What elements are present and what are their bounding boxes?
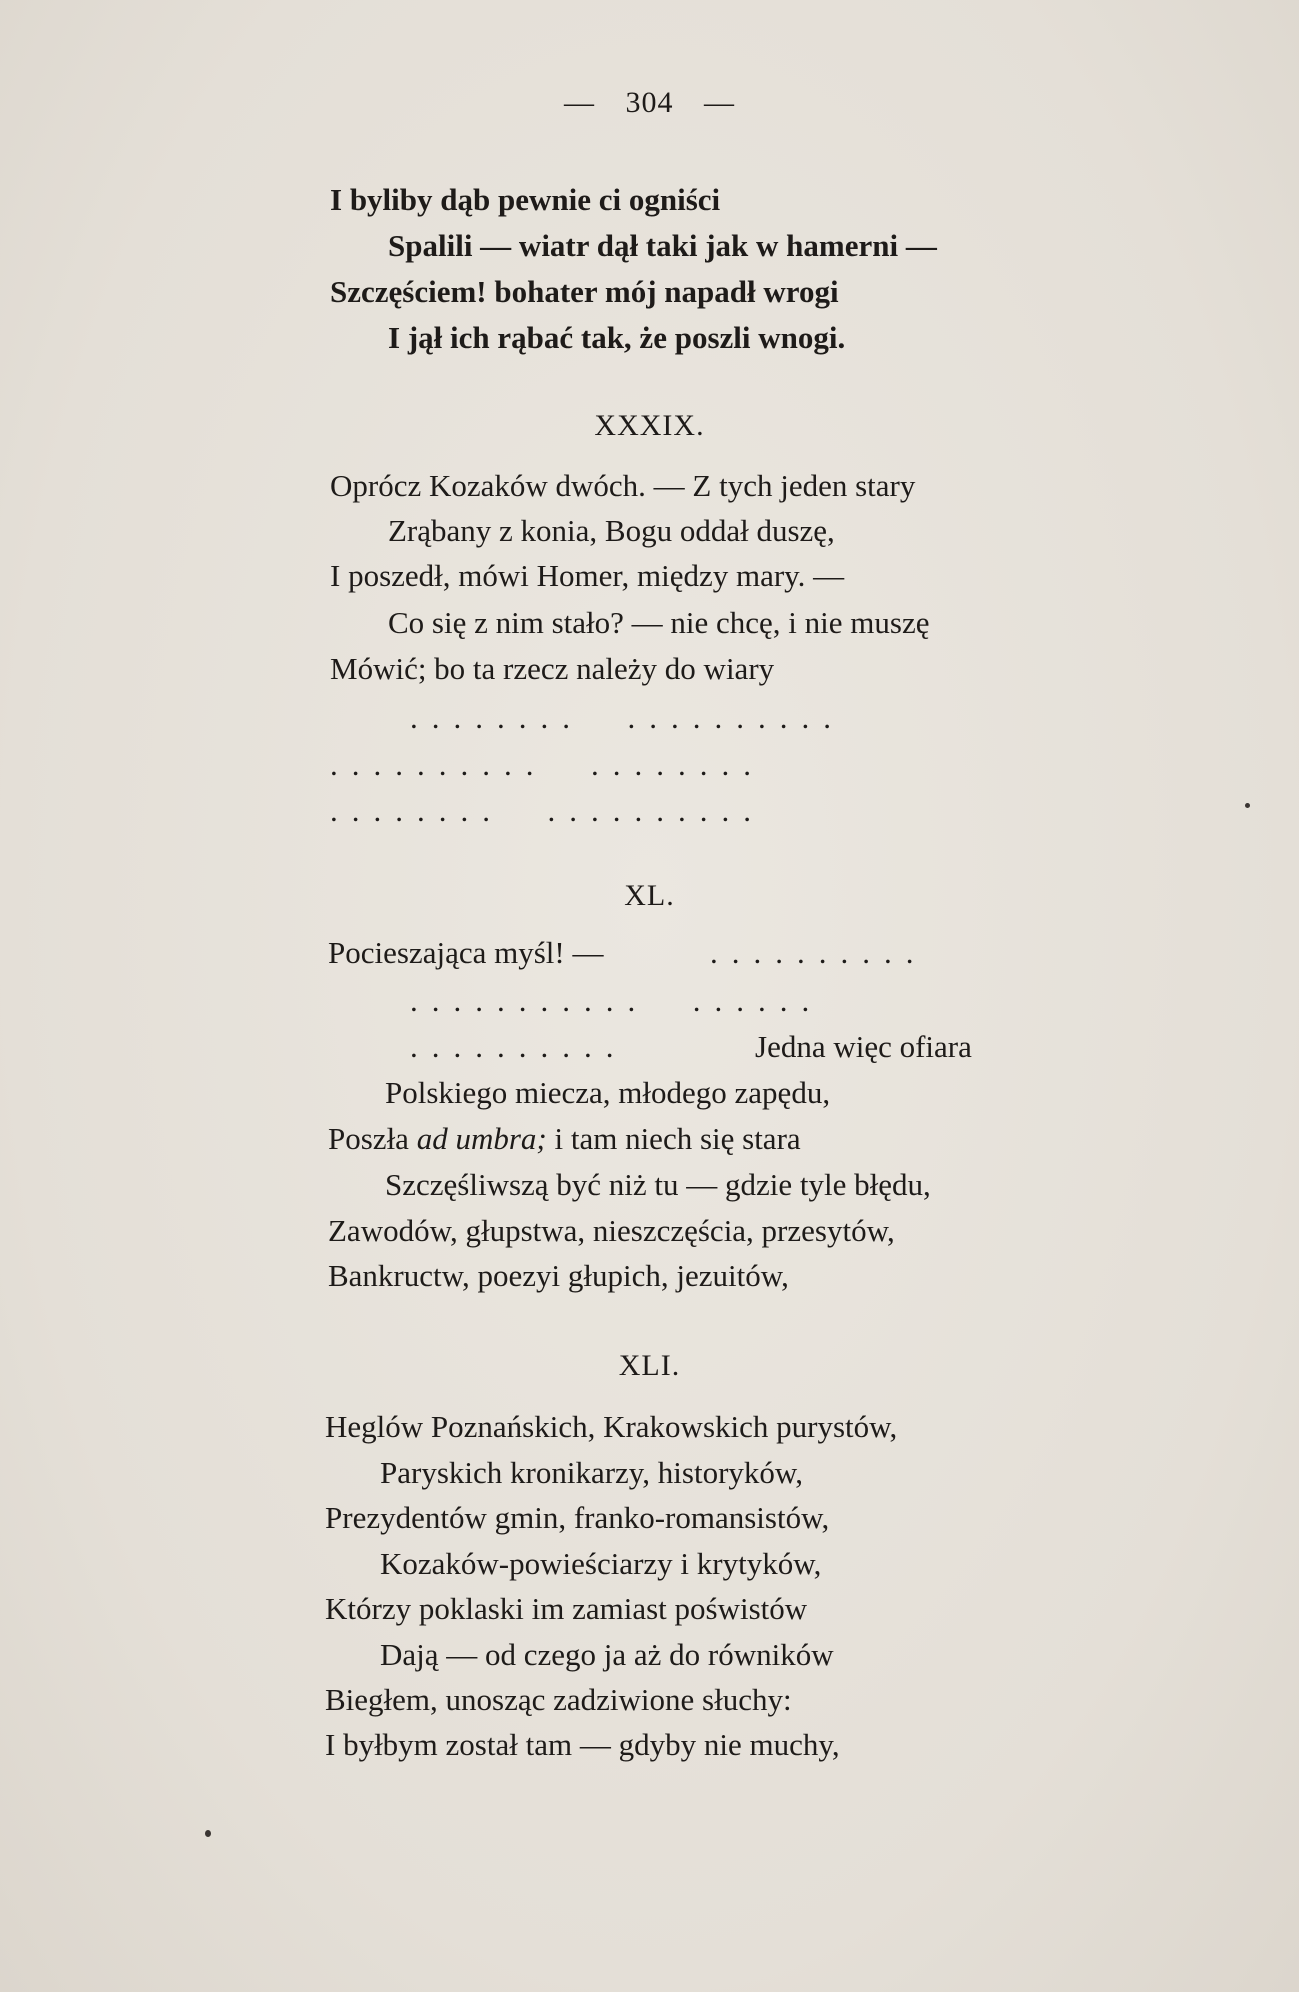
verse-line: I byliby dąb pewnie ci ogniści — [330, 182, 721, 217]
verse-line: Spalili — wiatr dął taki jak w hamerni — — [388, 228, 937, 263]
paper-speck — [205, 1830, 211, 1837]
stanza-heading-xxxix: XXXIX. — [594, 409, 705, 442]
verse-line: Zrąbany z konia, Bogu oddał duszę, — [388, 513, 835, 548]
verse-text: i tam niech się stara — [554, 1121, 801, 1156]
verse-line: Dają — od czego ja aż do równików — [380, 1637, 834, 1672]
verse-line: Prezydentów gmin, franko-romansistów, — [325, 1500, 830, 1535]
page-number-dash-right: — — [704, 86, 735, 119]
verse-text: Poszła — [328, 1121, 409, 1156]
verse-line: Paryskich kronikarzy, historyków, — [380, 1455, 804, 1490]
verse-line: Heglów Poznańskich, Krakowskich purystów, — [325, 1409, 898, 1444]
verse-line: Którzy poklaski im zamiast poświstów — [325, 1591, 808, 1626]
verse-line: Mówić; bo ta rzecz należy do wiary — [330, 651, 775, 686]
verse-line — [328, 1121, 801, 1157]
page-number-value: 304 — [625, 86, 674, 119]
verse-text: Pocieszająca myśl! — — [328, 935, 604, 970]
dot-row: .......... ........ — [330, 747, 765, 782]
verse-line: Co się z nim stało? — nie chcę, i nie muszę — [388, 605, 930, 640]
latin-phrase: ad umbra; — [416, 1121, 547, 1156]
verse-line: I jął ich rąbać tak, że poszli wnogi. — [388, 320, 846, 355]
stanza-heading-xli: XLI. — [618, 1349, 681, 1382]
verse-line: Zawodów, głupstwa, nieszczęścia, przesytów, — [328, 1213, 895, 1248]
dot-row: ........... ...... — [410, 983, 824, 1018]
verse-line: Polskiego miecza, młodego zapędu, — [385, 1075, 831, 1110]
verse-line: I poszedł, mówi Homer, między mary. — — [330, 558, 845, 593]
verse-line: Biegłem, unosząc zadziwione słuchy: — [325, 1682, 792, 1717]
dot-row: .......... — [410, 1029, 628, 1064]
dot-row: ........ .......... — [410, 700, 845, 735]
dot-row: .......... — [710, 935, 928, 970]
page-number-dash-left: — — [564, 86, 595, 119]
verse-line: Kozaków-powieściarzy i krytyków, — [380, 1546, 822, 1581]
verse-line: Bankructw, poezyi głupich, jezuitów, — [328, 1258, 789, 1293]
page-number — [0, 86, 1299, 120]
verse-line: Jedna więc ofiara — [755, 1029, 972, 1064]
verse-line: I byłbym został tam — gdyby nie muchy, — [325, 1727, 840, 1762]
verse-line — [328, 935, 603, 971]
stanza-heading-xl: XL. — [624, 879, 675, 912]
verse-line: Szczęśliwszą być niż tu — gdzie tyle błędu, — [385, 1167, 931, 1202]
verse-line: Szczęściem! bohater mój napadł wrogi — [330, 274, 839, 309]
dot-row: ........ .......... — [330, 793, 765, 828]
paper-speck — [1245, 803, 1250, 808]
verse-line: Oprócz Kozaków dwóch. — Z tych jeden stary — [330, 468, 916, 503]
